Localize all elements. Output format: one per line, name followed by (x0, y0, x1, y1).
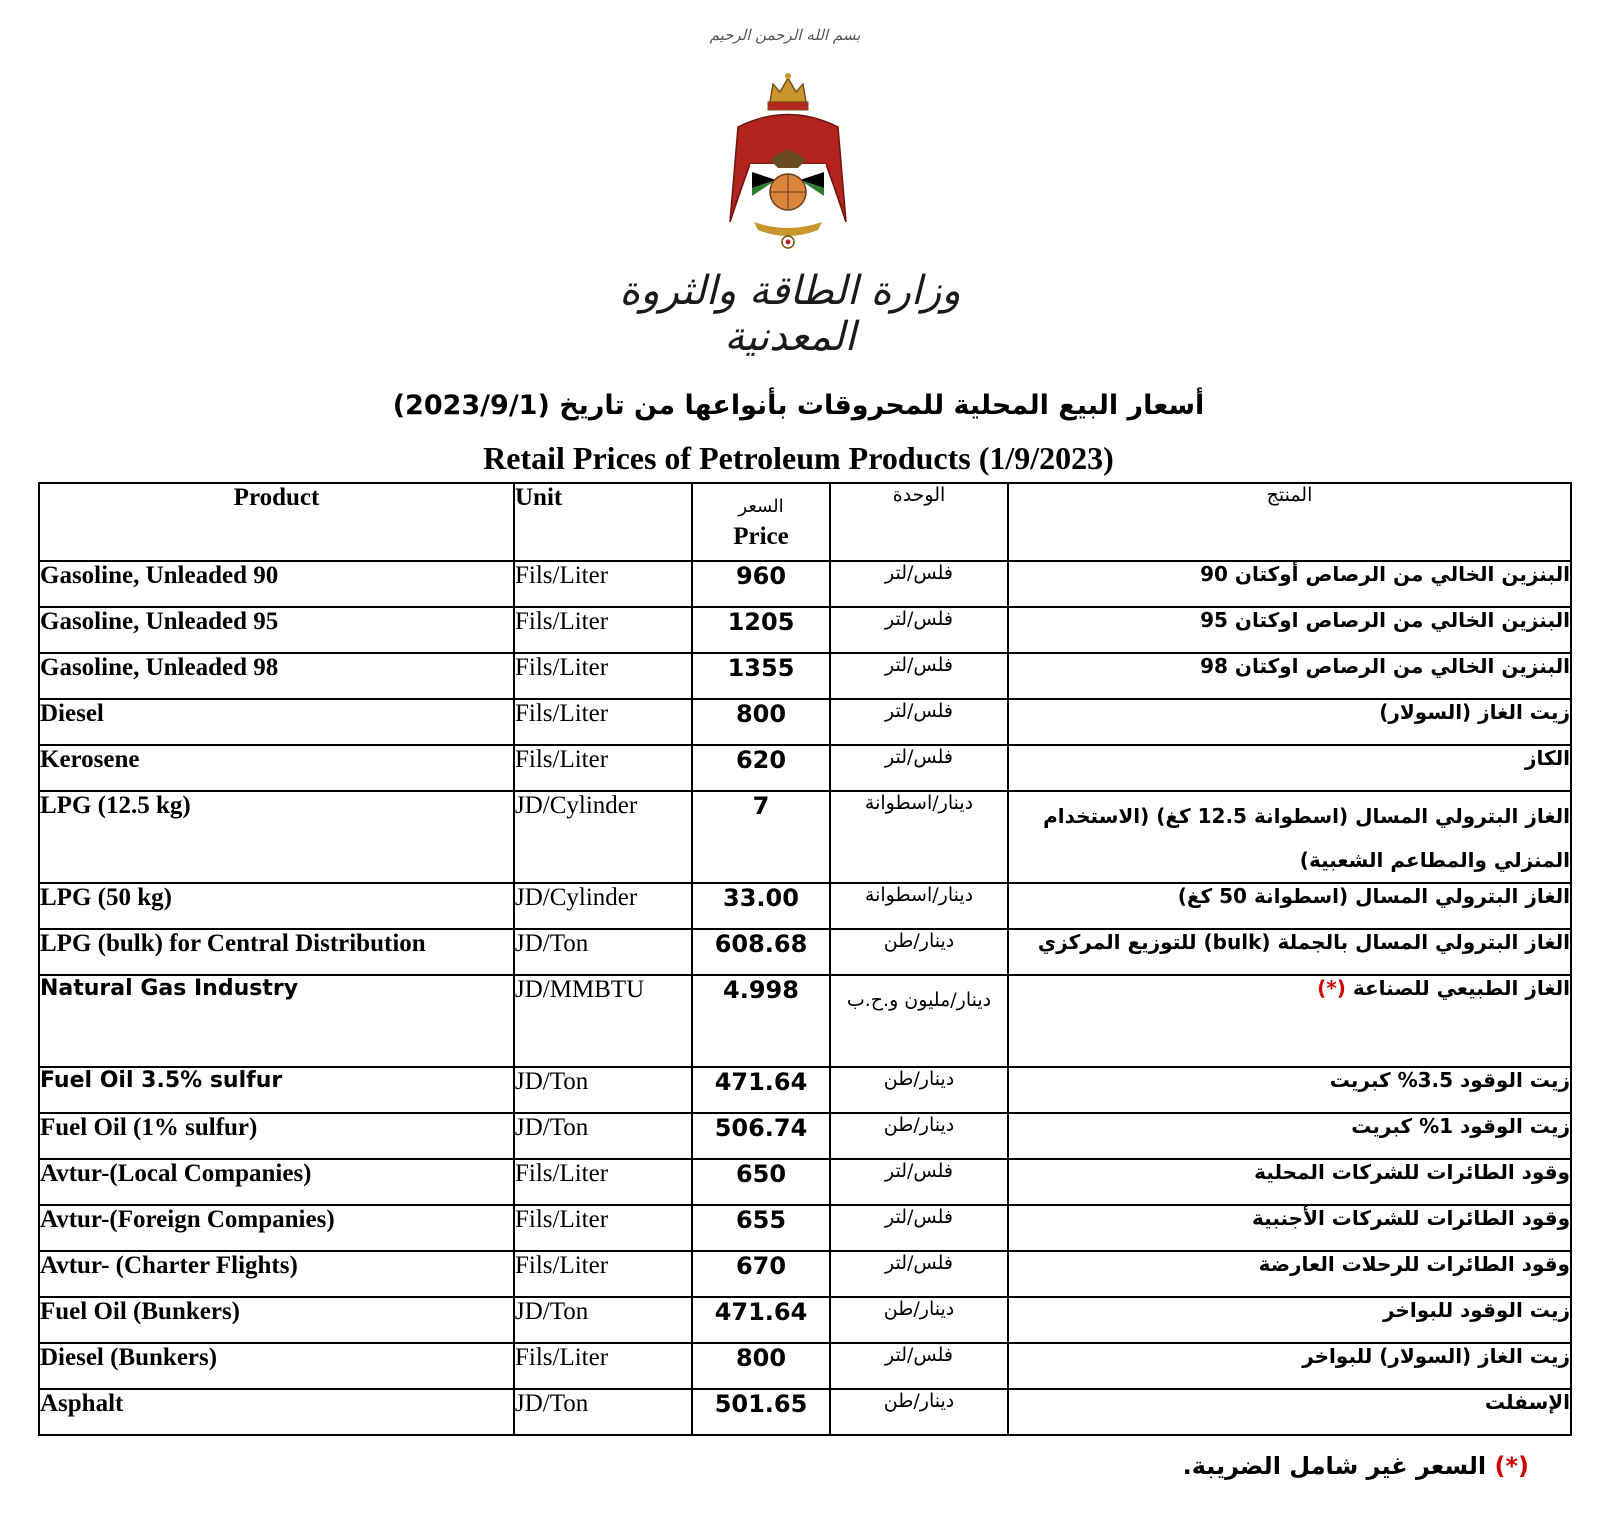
table-row (39, 1343, 1571, 1389)
header-price-english: Price (733, 523, 789, 550)
product-cell: Diesel (Bunkers) (39, 1343, 514, 1389)
price-cell: 33.00 (692, 883, 830, 929)
product-arabic-cell: البنزين الخالي من الرصاص اوكتان 98 (1008, 653, 1571, 699)
price-cell: 655 (692, 1205, 830, 1251)
unit-cell: JD/MMBTU (514, 975, 692, 1067)
ministry-name: وزارة الطاقة والثروة المعدنية (619, 268, 961, 360)
table-row (39, 1297, 1571, 1343)
unit-cell: Fils/Liter (514, 607, 692, 653)
unit-cell: JD/Ton (514, 1389, 692, 1435)
table-row (39, 1067, 1571, 1113)
unit-cell: JD/Ton (514, 929, 692, 975)
unit-cell: JD/Ton (514, 1297, 692, 1343)
product-cell: LPG (bulk) for Central Distribution (39, 929, 514, 975)
price-cell: 1355 (692, 653, 830, 699)
product-arabic-cell: الإسفلت (1008, 1389, 1571, 1435)
unit-arabic-cell: دينار/مليون و.ح.ب (830, 975, 1008, 1067)
price-cell: 471.64 (692, 1067, 830, 1113)
price-cell: 650 (692, 1159, 830, 1205)
table-row (39, 1113, 1571, 1159)
price-cell: 506.74 (692, 1113, 830, 1159)
unit-arabic-cell: دينار/اسطوانة (830, 883, 1008, 929)
table-row (39, 883, 1571, 929)
product-arabic-cell: الغاز البترولي المسال بالجملة (bulk) للتوزيع المركزي (1008, 929, 1571, 975)
unit-arabic-cell: فلس/لتر (830, 745, 1008, 791)
product-cell: Gasoline, Unleaded 98 (39, 653, 514, 699)
product-arabic-cell: وقود الطائرات للشركات المحلية (1008, 1159, 1571, 1205)
footnote-asterisk: (*) (1494, 1452, 1529, 1480)
unit-cell: JD/Cylinder (514, 791, 692, 883)
product-arabic-cell: زيت الوقود 1% كبريت (1008, 1113, 1571, 1159)
unit-arabic-cell: فلس/لتر (830, 1205, 1008, 1251)
unit-cell: Fils/Liter (514, 745, 692, 791)
product-arabic-cell: زيت الوقود 3.5% كبريت (1008, 1067, 1571, 1113)
product-arabic-cell: زيت الغاز (السولار) للبواخر (1008, 1343, 1571, 1389)
header-product: Product (39, 483, 514, 561)
unit-cell: Fils/Liter (514, 561, 692, 607)
product-cell: Avtur-(Local Companies) (39, 1159, 514, 1205)
table-row (39, 745, 1571, 791)
product-arabic-cell: الغاز البترولي المسال (اسطوانة 50 كغ) (1008, 883, 1571, 929)
header-unit: Unit (514, 483, 692, 561)
unit-arabic-cell: دينار/طن (830, 1297, 1008, 1343)
product-cell: Gasoline, Unleaded 90 (39, 561, 514, 607)
unit-arabic-cell: فلس/لتر (830, 607, 1008, 653)
footnote (1183, 1452, 1529, 1480)
product-cell: Gasoline, Unleaded 95 (39, 607, 514, 653)
price-cell: 501.65 (692, 1389, 830, 1435)
unit-cell: Fils/Liter (514, 1343, 692, 1389)
product-cell: Fuel Oil (1% sulfur) (39, 1113, 514, 1159)
title-arabic: أسعار البيع المحلية للمحروقات بأنواعها من تاريخ (2023/9/1) (392, 390, 1205, 421)
product-cell: LPG (12.5 kg) (39, 791, 514, 883)
unit-arabic-cell: دينار/اسطوانة (830, 791, 1008, 883)
product-cell: LPG (50 kg) (39, 883, 514, 929)
header-product-arabic: المنتج (1008, 483, 1571, 561)
unit-cell: JD/Ton (514, 1067, 692, 1113)
unit-arabic-cell: دينار/طن (830, 929, 1008, 975)
title-english: Retail Prices of Petroleum Products (1/9/2023) (483, 440, 1114, 476)
table-header-row (39, 483, 1571, 561)
price-table (38, 482, 1572, 1436)
product-arabic-cell: زيت الوقود للبواخر (1008, 1297, 1571, 1343)
price-cell: 7 (692, 791, 830, 883)
product-cell: Asphalt (39, 1389, 514, 1435)
unit-cell: Fils/Liter (514, 1159, 692, 1205)
unit-cell: Fils/Liter (514, 1205, 692, 1251)
product-arabic-cell: الكاز (1008, 745, 1571, 791)
price-cell: 620 (692, 745, 830, 791)
unit-cell: Fils/Liter (514, 653, 692, 699)
unit-cell: JD/Ton (514, 1113, 692, 1159)
product-cell: Avtur- (Charter Flights) (39, 1251, 514, 1297)
table-row (39, 929, 1571, 975)
product-cell: Fuel Oil 3.5% sulfur (39, 1067, 514, 1113)
product-cell: Natural Gas Industry (39, 975, 514, 1067)
product-arabic-cell: وقود الطائرات للشركات الأجنبية (1008, 1205, 1571, 1251)
price-cell: 670 (692, 1251, 830, 1297)
product-arabic-cell (1008, 975, 1571, 1067)
table-row (39, 653, 1571, 699)
price-cell: 800 (692, 699, 830, 745)
product-cell: Kerosene (39, 745, 514, 791)
table-row (39, 975, 1571, 1067)
unit-cell: JD/Cylinder (514, 883, 692, 929)
header-unit-arabic: الوحدة (830, 483, 1008, 561)
unit-cell: Fils/Liter (514, 1251, 692, 1297)
unit-arabic-cell: فلس/لتر (830, 1251, 1008, 1297)
unit-arabic-cell: فلس/لتر (830, 653, 1008, 699)
table-row (39, 607, 1571, 653)
table-row (39, 791, 1571, 883)
unit-arabic-cell: فلس/لتر (830, 561, 1008, 607)
product-cell: Diesel (39, 699, 514, 745)
price-cell: 960 (692, 561, 830, 607)
product-arabic-cell: زيت الغاز (السولار) (1008, 699, 1571, 745)
product-arabic-cell: البنزين الخالي من الرصاص اوكتان 95 (1008, 607, 1571, 653)
product-arabic-cell: وقود الطائرات للرحلات العارضة (1008, 1251, 1571, 1297)
product-arabic-cell: الغاز البترولي المسال (اسطوانة 12.5 كغ) (الاستخدام المنزلي والمطاعم الشعبية) (1008, 791, 1571, 883)
unit-arabic-cell: فلس/لتر (830, 1159, 1008, 1205)
unit-arabic-cell: دينار/طن (830, 1113, 1008, 1159)
basmala: بسم الله الرحمن الرحيم (709, 26, 861, 44)
unit-cell: Fils/Liter (514, 699, 692, 745)
table-row (39, 1251, 1571, 1297)
header-price-arabic: السعر (738, 496, 784, 517)
asterisk-mark: (*) (1317, 976, 1346, 1000)
table-row (39, 1205, 1571, 1251)
unit-arabic-cell: دينار/طن (830, 1067, 1008, 1113)
price-cell: 4.998 (692, 975, 830, 1067)
table-row (39, 1159, 1571, 1205)
table-row (39, 1389, 1571, 1435)
price-cell: 800 (692, 1343, 830, 1389)
jordan-coat-of-arms-icon (718, 72, 858, 250)
unit-arabic-cell: فلس/لتر (830, 1343, 1008, 1389)
table-row (39, 561, 1571, 607)
price-cell: 1205 (692, 607, 830, 653)
product-cell: Fuel Oil (Bunkers) (39, 1297, 514, 1343)
table-row (39, 699, 1571, 745)
product-arabic-text: الغاز الطبيعي للصناعة (1352, 976, 1570, 1000)
price-cell: 471.64 (692, 1297, 830, 1343)
product-arabic-cell: البنزين الخالي من الرصاص أوكتان 90 (1008, 561, 1571, 607)
header-price (692, 483, 830, 561)
product-cell: Avtur-(Foreign Companies) (39, 1205, 514, 1251)
unit-arabic-cell: فلس/لتر (830, 699, 1008, 745)
unit-arabic-cell: دينار/طن (830, 1389, 1008, 1435)
footnote-text: السعر غير شامل الضريبة. (1182, 1452, 1487, 1480)
price-cell: 608.68 (692, 929, 830, 975)
